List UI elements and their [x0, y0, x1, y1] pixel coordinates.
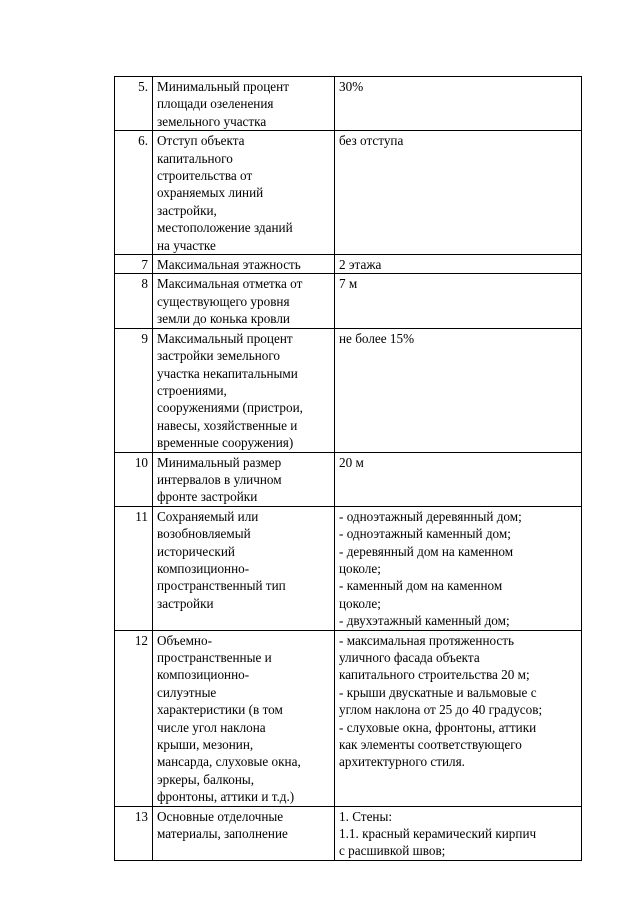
parameter-text-line: исторический — [157, 543, 235, 559]
parameter-text-line: Отступ объекта — [157, 133, 245, 149]
value-text-line: - слуховые окна, фронтоны, аттики — [339, 719, 537, 735]
value-text-line: цоколе; — [339, 560, 381, 576]
parameter-text-line: на участке — [157, 237, 216, 253]
row-number: 10 — [134, 454, 148, 470]
value-cell — [335, 131, 582, 255]
parameter-text-line: площади озеленения — [157, 96, 274, 112]
parameter-text-line: интервалов в уличном — [157, 471, 282, 487]
row-number-cell — [115, 806, 153, 860]
row-number-cell — [115, 452, 153, 506]
row-number: 8 — [141, 276, 148, 292]
value-text-line: - одноэтажный каменный дом; — [339, 526, 511, 542]
parameter-text-line: Основные отделочные — [157, 808, 284, 824]
row-number-cell — [115, 630, 153, 806]
value-text-line: - двухэтажный каменный дом; — [339, 613, 510, 629]
value-cell — [335, 274, 582, 328]
value-cell — [335, 506, 582, 630]
row-number: 7 — [141, 257, 148, 273]
row-number-cell — [115, 328, 153, 452]
table-row — [115, 131, 582, 255]
parameter-cell — [153, 506, 335, 630]
row-number: 5. — [138, 79, 148, 94]
parameter-cell — [153, 255, 335, 274]
value-text-line: - максимальная протяженность — [339, 632, 515, 648]
parameter-cell — [153, 328, 335, 452]
row-number-cell — [115, 255, 153, 274]
parameter-text-line: пространственный тип — [157, 578, 286, 594]
value-text-line: как элементы соответствующего — [339, 737, 522, 753]
parameter-cell — [153, 630, 335, 806]
parameter-text-line: Максимальный процент — [157, 330, 293, 346]
value-cell — [335, 452, 582, 506]
table-row — [115, 77, 582, 131]
value-text-line: 1.1. красный керамический кирпич — [339, 826, 537, 842]
parameter-text-line: Максимальная отметка от — [157, 276, 303, 292]
parameter-text-line: числе угол наклона — [157, 719, 266, 735]
table-row — [115, 506, 582, 630]
value-text-line: с расшивкой швов; — [339, 843, 446, 859]
row-number-cell — [115, 506, 153, 630]
parameter-text-line: строительства от — [157, 168, 253, 184]
value-text-line: 1. Стены: — [339, 808, 393, 824]
table-row — [115, 452, 582, 506]
parameter-text-line: земли до конька кровли — [157, 311, 290, 327]
parameter-text-line: фронте застройки — [157, 489, 258, 505]
parameter-text-line: композиционно- — [157, 667, 250, 683]
row-number: 9 — [141, 330, 148, 346]
parameter-text-line: застройки — [157, 595, 214, 611]
parameter-text-line: Максимальная этажность — [157, 257, 301, 273]
parameter-text-line: участка некапитальными — [157, 365, 298, 381]
parameter-cell — [153, 77, 335, 131]
parameter-text-line: строениями, — [157, 382, 227, 398]
value-cell — [335, 806, 582, 860]
parameter-text-line: Минимальный размер — [157, 454, 282, 470]
regulations-table — [114, 76, 582, 861]
value-text-line: цоколе; — [339, 595, 381, 611]
value-cell — [335, 630, 582, 806]
parameter-text-line: навесы, хозяйственные и — [157, 417, 298, 433]
row-number: 6. — [138, 133, 148, 149]
parameter-text-line: охраняемых линий — [157, 185, 264, 201]
parameter-text-line: временные сооружения) — [157, 435, 294, 451]
value-cell — [335, 255, 582, 274]
table-row — [115, 806, 582, 860]
parameter-text-line: Объемно- — [157, 632, 212, 648]
table-row — [115, 255, 582, 274]
parameter-text-line: возобновляемый — [157, 526, 251, 542]
value-cell — [335, 77, 582, 131]
row-number: 13 — [134, 808, 148, 824]
value-text-line: - крыши двускатные и вальмовые с — [339, 684, 537, 700]
row-number: 11 — [135, 508, 148, 524]
value-text-line: уличного фасада объекта — [339, 650, 480, 665]
parameter-cell — [153, 806, 335, 860]
row-number: 12 — [134, 632, 148, 648]
value-text-line: - деревянный дом на каменном — [339, 543, 514, 559]
parameter-text-line: фронтоны, аттики и т.д.) — [157, 789, 295, 805]
parameter-text-line: застройки, — [157, 202, 217, 218]
parameter-text-line: Сохраняемый или — [157, 508, 259, 524]
regulations-table-body — [115, 77, 582, 861]
parameter-text-line: земельного участка — [157, 113, 267, 129]
value-cell — [335, 328, 582, 452]
parameter-text-line: пространственные и — [157, 650, 272, 665]
parameter-cell — [153, 274, 335, 328]
value-text-line: - одноэтажный деревянный дом; — [339, 508, 522, 524]
row-number-cell — [115, 77, 153, 131]
value-text-line: 2 этажа — [339, 257, 382, 273]
row-number-cell — [115, 131, 153, 255]
value-text-line: 20 м — [339, 454, 364, 470]
table-row — [115, 630, 582, 806]
parameter-text-line: застройки земельного — [157, 348, 281, 364]
value-text-line: капитального строительства 20 м; — [339, 667, 530, 683]
table-row — [115, 328, 582, 452]
parameter-text-line: Минимальный процент — [157, 79, 289, 94]
parameter-text-line: местоположение зданий — [157, 220, 293, 236]
parameter-text-line: капитального — [157, 150, 233, 166]
parameter-text-line: силуэтные — [157, 684, 217, 700]
value-text-line: углом наклона от 25 до 40 градусов; — [339, 702, 543, 718]
table-row — [115, 274, 582, 328]
value-text-line: не более 15% — [339, 330, 415, 346]
parameter-text-line: крыши, мезонин, — [157, 737, 254, 753]
value-text-line: 7 м — [339, 276, 358, 292]
parameter-text-line: композиционно- — [157, 560, 250, 576]
parameter-text-line: мансарда, слуховые окна, — [157, 754, 301, 770]
value-text-line: - каменный дом на каменном — [339, 578, 503, 594]
value-text-line: архитектурного стиля. — [339, 754, 465, 770]
parameter-cell — [153, 131, 335, 255]
parameter-cell — [153, 452, 335, 506]
value-text-line: 30% — [339, 79, 364, 94]
parameter-text-line: эркеры, балконы, — [157, 771, 255, 787]
parameter-text-line: характеристики (в том — [157, 702, 283, 718]
value-text-line: без отступа — [339, 133, 404, 149]
row-number-cell — [115, 274, 153, 328]
parameter-text-line: сооружениями (пристрои, — [157, 400, 303, 416]
parameter-text-line: материалы, заполнение — [157, 826, 288, 842]
parameter-text-line: существующего уровня — [157, 293, 290, 309]
